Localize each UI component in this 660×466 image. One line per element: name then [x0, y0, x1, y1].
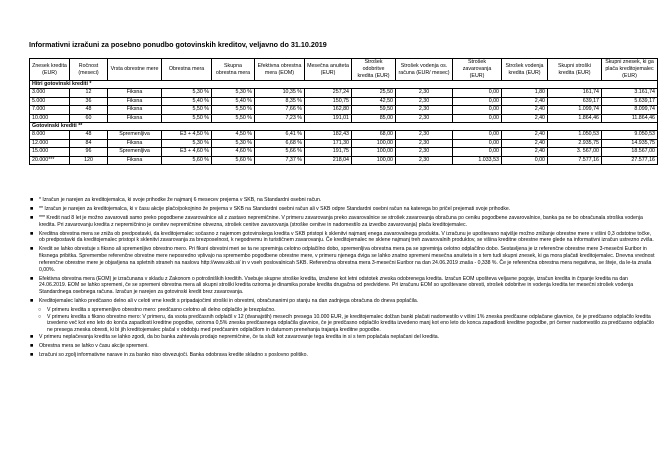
table-cell: 0,00: [453, 97, 502, 105]
note-text: Kreditna obrestna mera se zniža ob predpostavki, da kreditojemalec sočasno z najemom gotovinskega kredita v SKB pristopi k sklenitvi najmanj enega zavarovalnega produkta. V izračunu je upoštevano najvišje možno znižanje obrestne mere v višini 0,3 odstotne točke, ob predpostavki da kreditojemalec pristopi k sklenitvi zavarovanja za brezposelnost, k negodnemu in turističnem zavarovanju. Če kreditojemalec ne sklene najmanj treh zavarovalnih produktov, se višina kreditne obrestne mere glede na informativni izračun ustrezno zviša.: [39, 230, 654, 244]
table-cell: 1.050,53: [548, 131, 602, 139]
table-cell: 5,30 %: [212, 89, 255, 97]
table-cell: 120: [70, 156, 108, 164]
table-cell: 191,01: [305, 114, 352, 122]
table-cell: 5,30 %: [162, 139, 212, 147]
table-cell: 2,30: [396, 89, 453, 97]
table-cell: 639,17: [548, 97, 602, 105]
table-cell: Fiksna: [108, 89, 162, 97]
table-cell: 48: [70, 131, 108, 139]
table-cell: Fiksna: [108, 114, 162, 122]
table-cell: 2.935,75: [548, 139, 602, 147]
section-header-row: [30, 123, 658, 131]
note-item: [29, 197, 655, 204]
table-cell: 3. 567,00: [548, 148, 602, 156]
table-cell: 59,50: [352, 106, 396, 114]
note-text: V primeru neplačevanja kredita se lahko zgodi, da bo banka zahtevala prodajo nepremičnine, če ta služi kot zavarovanje tega kredita in si s tem poplačala neplačani del kredita.: [39, 333, 440, 340]
loan-calculation-table: [29, 58, 658, 165]
table-cell: 0,00: [453, 131, 502, 139]
table-cell: 5,50 %: [162, 114, 212, 122]
table-cell: 0,00: [453, 89, 502, 97]
column-header: Mesečna anuiteta (EUR): [305, 59, 352, 81]
table-cell: 5,60 %: [212, 156, 255, 164]
table-cell: 2,40: [502, 131, 548, 139]
column-header: Strošek odobritve kredita (EUR): [352, 59, 396, 81]
table-cell: 96: [70, 148, 108, 156]
table-cell: 18.567,00: [602, 148, 658, 156]
note-text: * Izračun je narejen za kreditojemalca, ki svoje prihodke že najmanj 6 mesecev prejema v SKB, na Standardni osebni račun.: [39, 197, 322, 203]
section-label: Hitri gotovinski krediti *: [30, 81, 658, 89]
table-cell: 14.935,75: [602, 139, 658, 147]
section-header-row: [30, 81, 658, 89]
table-cell: 1,80: [502, 89, 548, 97]
column-header: Strošek vodenja os. računa (EUR/ mesec): [396, 59, 453, 81]
table-cell: 2,30: [396, 148, 453, 156]
section-label: Gotovinski krediti **: [30, 123, 658, 131]
note-text: Kredit se lahko obrestuje s fiksno ali spremenljivo obrestno mero. Pri fiksni obrestni meri se ta ne spreminja celotno odplačilno dobo, spremenljiva obrestna mera pa se spreminja celotno odplačilno dobo. Sestavljena je iz referenčne obrestne mere 3-mesečni Euribor in fiksnega pribitka. Spremembe referenčne obrestne mere neposredno vplivajo na spremembo pogodbene obrestne mere, v primeru njenega dviga se lahko znatno spremeni mesečna anuiteta in s tem tudi skupni znesek, ki ga mora plačati kreditojemalec. Dnevna vrednost referenčne obrestne mere je objavljena na spletnih straneh na naslovu http://www.skb.si/ in v vseh poslovalnicah SKB. Referenčna obrestna mera 3-mesečni Euribor na dan 24.06.2019 znaša - 0,338 %. Če je referenčna obrestna mera negativna, se šteje, da le-ta znaša 0,00%.: [39, 246, 655, 273]
column-header: Skupna obrestna mera: [212, 59, 255, 81]
table-cell: 191,75: [305, 148, 352, 156]
table-cell: 36: [70, 97, 108, 105]
table-row: [30, 97, 658, 105]
table-cell: 5.000: [30, 97, 70, 105]
table-cell: 2,30: [396, 139, 453, 147]
sub-note-item: [35, 314, 655, 334]
table-cell: 2,40: [502, 114, 548, 122]
table-cell: 2,40: [502, 106, 548, 114]
table-cell: 8.099,74: [602, 106, 658, 114]
table-cell: 85,00: [352, 114, 396, 122]
table-cell: 2,30: [396, 114, 453, 122]
table-cell: 10,35 %: [255, 89, 305, 97]
bullet-icon: ■: [30, 351, 34, 358]
table-cell: 48: [70, 106, 108, 114]
table-cell: Spremenljiva: [108, 148, 162, 156]
table-cell: 2,40: [502, 148, 548, 156]
table-row: [30, 156, 658, 164]
note-item: [29, 215, 655, 228]
table-cell: 60: [70, 114, 108, 122]
table-cell: 11.864,46: [602, 114, 658, 122]
table-cell: E3 + 4,50 %: [162, 131, 212, 139]
note-text: ** Izračun je narejen za kreditojemalca, ki v času akcije plačo/pokojnino že prejema v SKB na Standardni osebni račun ali v SKB odpre Standardni osebni račun na katerega bo pričel prejemati svoje prihodke.: [39, 206, 511, 212]
table-row: [30, 131, 658, 139]
table-cell: 12.000: [30, 139, 70, 147]
table-cell: 182,43: [305, 131, 352, 139]
table-cell: 0,00: [453, 139, 502, 147]
table-cell: 2,40: [502, 97, 548, 105]
table-cell: 0,00: [453, 114, 502, 122]
table-cell: 161,74: [548, 89, 602, 97]
table-cell: 0,00: [453, 106, 502, 114]
note-item: [29, 231, 655, 244]
table-cell: 257,24: [305, 89, 352, 97]
table-cell: 8,35 %: [255, 97, 305, 105]
bullet-icon: ■: [30, 230, 34, 237]
table-cell: 171,30: [305, 139, 352, 147]
table-cell: Spremenljiva: [108, 131, 162, 139]
table-cell: 5,40 %: [212, 97, 255, 105]
table-cell: 100,00: [352, 139, 396, 147]
column-header: Skupni stroški kredita (EUR): [548, 59, 602, 81]
table-cell: 3.161,74: [602, 89, 658, 97]
table-cell: Fiksna: [108, 106, 162, 114]
column-header: Strošek zavarovanja (EUR): [453, 59, 502, 81]
table-cell: 0,00: [502, 156, 548, 164]
table-cell: 5,40 %: [162, 97, 212, 105]
table-cell: 6,68 %: [255, 139, 305, 147]
bullet-icon: ■: [30, 297, 34, 304]
bullet-icon: ■: [30, 246, 34, 253]
column-header: Strošek vodenja kredita (EUR): [502, 59, 548, 81]
note-item: [29, 206, 655, 213]
table-cell: E3 + 4,60 %: [162, 148, 212, 156]
column-header: Efektivna obrestna mera (EOM): [255, 59, 305, 81]
table-cell: 5,60 %: [162, 156, 212, 164]
note-item: [29, 246, 655, 273]
table-cell: 6,41 %: [255, 131, 305, 139]
table-cell: 7,23 %: [255, 114, 305, 122]
table-cell: 7,37 %: [255, 156, 305, 164]
table-cell: 1.099,74: [548, 106, 602, 114]
table-cell: 84: [70, 139, 108, 147]
table-cell: Fiksna: [108, 139, 162, 147]
note-text: V primeru kredita s spremenljivo obrestno mero: predčasno celotno ali delno odplačilo je brezplačno.: [47, 306, 276, 313]
table-cell: 1.033,53: [453, 156, 502, 164]
table-row: [30, 106, 658, 114]
table-cell: 1.864,46: [548, 114, 602, 122]
table-cell: 5,50 %: [212, 114, 255, 122]
note-text: V primeru kredita s fiksno obrestno mero: V primeru, da vsota predčasnih odplačil v 12 (dvanajstih) mesecih presega 10.000 EUR, je kreditojemalec dolžan banki plačati nadomestilo v višini 1% zneska predčasne odplačane glavnice, če je predčasno odplačilo kredita izvedeno več kot eno leto do konča zapadlosti kreditne pogodbe, oziroma 0,5% zneska predčasnega odplačila glavnice, če je predčasno odplačilo kredita izvedeno manj kot eno leto do konca zapadlosti kreditne pogodbe, pri čemer nadomestilo za predčasno odplačilo ne presega zneska obresti, ki bi jih kreditojemalec plačal v obdobju med predčasnim odplačilom in datumom prenehanja trajanja kreditne pogodbe.: [47, 313, 654, 334]
bullet-icon: ■: [30, 333, 34, 340]
bullet-icon: ■: [30, 206, 34, 212]
table-cell: 162,80: [305, 106, 352, 114]
table-cell: 2,30: [396, 106, 453, 114]
column-header: Obrestna mera: [162, 59, 212, 81]
column-header: Ročnost (meseci): [70, 59, 108, 81]
table-cell: 12: [70, 89, 108, 97]
table-row: [30, 148, 658, 156]
table-cell: 5,66 %: [255, 148, 305, 156]
table-cell: 68,00: [352, 131, 396, 139]
note-text: *** Kredit nad 8 let je možno zavarovati samo preko pogodbene zavarovalnice ali z zastavo nepremičnine. V primeru zavarovanja preko zavarovalnice se strošek zavarovanja obračuna po ceniku pogodbene zavarovalnice, banka pa ne bo obračunala stroška vodenja kredita. Pri zavarovanju kredita z nepremičnino je cenitev nepremičnine obvezna, strošek cenitve zavarovanja (stroške cenitve in nadomestilo za izvedbo zavarovanja) plača kreditojemalec.: [39, 215, 643, 228]
table-cell: 5,50 %: [212, 106, 255, 114]
bullet-icon: ■: [30, 197, 34, 203]
table-cell: 2,30: [396, 97, 453, 105]
table-cell: 7.000: [30, 106, 70, 114]
note-text: Obrestna mera se lahko v času akcije spremeni.: [39, 342, 149, 349]
table-row: [30, 89, 658, 97]
note-item: [29, 334, 655, 341]
table-cell: 25,50: [352, 89, 396, 97]
note-item: [29, 298, 655, 305]
note-item: [29, 352, 655, 359]
table-row: [30, 139, 658, 147]
table-cell: 15.000: [30, 148, 70, 156]
notes-section: [29, 197, 655, 361]
table-cell: 150,75: [305, 97, 352, 105]
table-cell: 7,66 %: [255, 106, 305, 114]
bullet-icon: ○: [38, 306, 42, 313]
table-cell: 5.639,17: [602, 97, 658, 105]
column-header: Znesek kredita (EUR): [30, 59, 70, 81]
table-cell: 7.577,16: [548, 156, 602, 164]
column-header: Vrsta obrestne mere: [108, 59, 162, 81]
table-cell: 2,30: [396, 156, 453, 164]
table-cell: 0,00: [453, 148, 502, 156]
table-row: [30, 114, 658, 122]
table-cell: 2,40: [502, 139, 548, 147]
bullet-icon: ■: [30, 275, 34, 282]
note-item: [29, 276, 655, 296]
table-cell: 42,50: [352, 97, 396, 105]
table-cell: 27.577,16: [602, 156, 658, 164]
bullet-icon: ■: [30, 342, 34, 349]
column-header: Skupni znesek, ki ga plača kreditojemalec (EUR): [602, 59, 658, 81]
table-cell: 10.000: [30, 114, 70, 122]
table-cell: 4,50 %: [212, 131, 255, 139]
table-header-row: [30, 59, 658, 81]
bullet-icon: ■: [30, 215, 34, 221]
table-cell: 218,04: [305, 156, 352, 164]
note-text: Kreditojemalec lahko predčasno delno ali v celoti vrne kredit s pripadajočimi stroški in obrestmi, obračunanimi po stanju na dan zadnjega obračuna do dneva poplačila.: [39, 297, 419, 304]
note-text: Izračuni so zgolj informativne narave in za banko niso obvezujoči. Banka odobrava kredite skladno s poslovno politiko.: [39, 351, 308, 358]
note-item: [29, 343, 655, 350]
table-cell: 2,30: [396, 131, 453, 139]
table-cell: 3.000: [30, 89, 70, 97]
table-cell: 4,60 %: [212, 148, 255, 156]
table-cell: 20.000***: [30, 156, 70, 164]
sub-note-item: [35, 307, 655, 314]
table-cell: 100,00: [352, 148, 396, 156]
table-cell: 8.000: [30, 131, 70, 139]
table-cell: 5,30 %: [162, 89, 212, 97]
table-cell: Fiksna: [108, 97, 162, 105]
table-cell: Fiksna: [108, 156, 162, 164]
table-cell: 5,30 %: [212, 139, 255, 147]
table-cell: 9.050,53: [602, 131, 658, 139]
page-title: Informativni izračuni za posebno ponudbo gotovinskih kreditov, veljavno do 31.10.2019: [29, 40, 327, 49]
table-cell: 100,00: [352, 156, 396, 164]
note-text: Efektivna obrestna mera (EOM) je izračunana v skladu z Zakonom o potrošniških kreditih. Vsebuje skupne stroške kredita, izražene kot letni odstotek zneska odobrenega kredita. Izračun EOM upošteva veljavne pogoje, izračun kredita in črpanje kredita na dan 24.06.2019. EOM se lahko spremeni, če se spremeni obrestna mera ali skupni stroški kredita oziroma je dinamika porabe kredita drugačna od predvidene. Pri izračunu EOM so upoštevane obresti, strošek odobritve in vodenja kredita ter mesečni strošek vodenja Standardnega osebnega računa. Izračun je narejen za gotovinski kredit brez zavarovanja.: [39, 275, 634, 295]
bullet-icon: ○: [38, 313, 42, 320]
table-cell: 5,50 %: [162, 106, 212, 114]
